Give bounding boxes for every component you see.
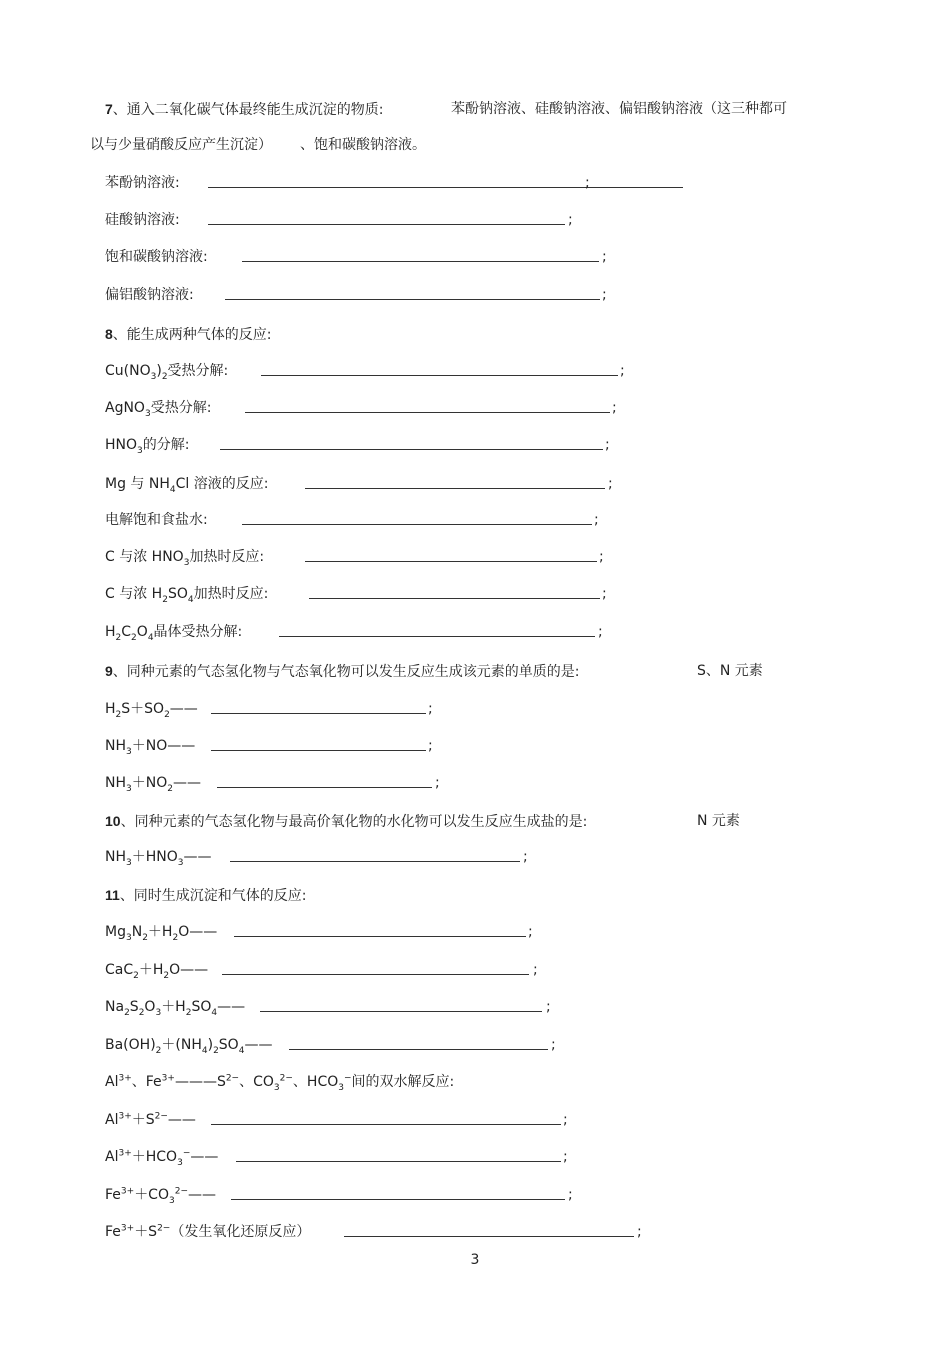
q9-header: 9、同种元素的气态氢化物与气态氧化物可以发生反应生成该元素的单质的是: S、N 元素 <box>105 663 763 680</box>
q11-item: $Al^{3+}+HCO_3^-——$ ; <box>105 1148 568 1168</box>
formula: AgNO$_3$ <box>105 400 151 419</box>
answer-blank[interactable] <box>231 1186 565 1200</box>
q11-item: $Na_2S_2O_3+H_2SO_4——$ ; <box>105 999 551 1018</box>
q7-item: 饱和碳酸钠溶液: ; <box>105 249 607 265</box>
answer-blank[interactable] <box>208 211 565 225</box>
q8-item: AgNO$_3$受热分解: ; <box>105 400 617 419</box>
q11-header: 11、同时生成沉淀和气体的反应: <box>105 887 307 904</box>
formula: $Al^{3+}+S^{2-}——$ <box>105 1111 196 1128</box>
answer-blank[interactable] <box>236 1148 561 1162</box>
formula: $Al^{3+}$、$Fe^{3+}———S^{2-}$、$CO_3^{2-}$、$HCO_3^-$ <box>105 1073 352 1093</box>
q11-double-hydrolysis-label: $Al^{3+}$、$Fe^{3+}———S^{2-}$、$CO_3^{2-}$、$HCO_3^-$间的双水解反应: <box>105 1073 455 1093</box>
formula: Mg 与 $NH_4Cl$ <box>105 476 194 495</box>
q7-header: 7、通入二氧化碳气体最终能生成沉淀的物质: 苯酚钠溶液、硅酸钠溶液、偏铝酸钠溶液（这三种都可 <box>105 101 787 118</box>
q7-item: 苯酚钠溶液: ; <box>105 174 180 192</box>
q8-item: $Cu(NO_3)_2$受热分解: ; <box>105 363 625 382</box>
answer-blank[interactable] <box>305 475 605 489</box>
q8-item: Mg 与 $NH_4Cl$ 溶液的反应: ; <box>105 476 613 495</box>
formula: $Mg_3N_2+H_2O——$ <box>105 924 218 943</box>
formula: $Fe^{3+}+S^{2-}$ <box>105 1223 171 1240</box>
answer-blank[interactable] <box>211 1111 561 1125</box>
answer-blank[interactable] <box>225 286 600 300</box>
answer-blank[interactable] <box>261 362 618 376</box>
formula: $NH_3+NO——$ <box>105 738 196 757</box>
answer-blank[interactable] <box>222 961 529 975</box>
answer-blank[interactable] <box>279 623 595 637</box>
answer-blank[interactable] <box>344 1223 634 1237</box>
q11-item: $Fe^{3+}+CO_3^{2-}——$ ; <box>105 1186 573 1206</box>
answer-blank[interactable] <box>245 399 610 413</box>
q8-item: $HNO_3$的分解: ; <box>105 437 610 456</box>
q8-item: 电解饱和食盐水: ; <box>105 512 599 528</box>
answer-blank[interactable] <box>242 511 592 525</box>
formula: $NH_3+NO_2——$ <box>105 775 201 794</box>
formula: C 与浓 $HNO_3$ <box>105 549 190 568</box>
formula: $H_2C_2O_4$ <box>105 624 154 643</box>
formula: $HNO_3$ <box>105 437 143 456</box>
answer-blank[interactable] <box>289 1036 548 1050</box>
q11-item: $CaC_2+H_2O——$ ; <box>105 962 538 981</box>
q7-item: 硅酸钠溶液: ; <box>105 212 573 228</box>
formula: $Fe^{3+}+CO_3^{2-}——$ <box>105 1186 216 1206</box>
formula: $Na_2S_2O_3+H_2SO_4——$ <box>105 999 246 1018</box>
answer-blank[interactable] <box>230 848 520 862</box>
formula: $H_2S+SO_2——$ <box>105 701 198 720</box>
q11-item: $Mg_3N_2+H_2O——$ ; <box>105 924 533 943</box>
formula: $Al^{3+}+HCO_3^-——$ <box>105 1148 219 1168</box>
answer-blank[interactable] <box>242 248 599 262</box>
q11-item: $Fe^{3+}+S^{2-}$（发生氧化还原反应） ; <box>105 1223 642 1240</box>
q11-item: $Al^{3+}+S^{2-}——$ ; <box>105 1111 568 1128</box>
answer-blank[interactable] <box>208 174 683 188</box>
page-number: 3 <box>470 1252 480 1268</box>
q11-item: $Ba(OH)_2+(NH_4)_2SO_4——$ ; <box>105 1037 556 1056</box>
answer-blank[interactable] <box>217 774 432 788</box>
answer-blank[interactable] <box>234 923 526 937</box>
answer-blank[interactable] <box>309 585 600 599</box>
q10-header: 10、同种元素的气态氢化物与最高价氧化物的水化物可以发生反应生成盐的是: N 元素 <box>105 813 740 830</box>
formula: $CaC_2+H_2O——$ <box>105 962 209 981</box>
formula: $Ba(OH)_2+(NH_4)_2SO_4——$ <box>105 1037 273 1056</box>
q8-item: $H_2C_2O_4$晶体受热分解: ; <box>105 624 603 643</box>
q10-item: $NH_3+HNO_3——$ ; <box>105 849 528 868</box>
q8-item: C 与浓 $H_2SO_4$加热时反应: ; <box>105 586 607 605</box>
formula: C 与浓 $H_2SO_4$ <box>105 586 194 605</box>
answer-blank[interactable] <box>305 548 597 562</box>
answer-blank[interactable] <box>211 737 426 751</box>
answer-blank[interactable] <box>260 998 542 1012</box>
answer-blank[interactable] <box>220 436 603 450</box>
q8-item: C 与浓 $HNO_3$加热时反应: ; <box>105 549 604 568</box>
q8-header: 8、能生成两种气体的反应: <box>105 326 272 343</box>
q9-item: $NH_3+NO_2——$ ; <box>105 775 440 794</box>
q7-header-cont: 以与少量硝酸反应产生沉淀） 、饱和碳酸钠溶液。 <box>90 137 426 153</box>
formula: $NH_3+HNO_3——$ <box>105 849 212 868</box>
formula: $Cu(NO_3)_2$ <box>105 363 168 382</box>
q7-item: 偏铝酸钠溶液: ; <box>105 287 607 303</box>
q9-item: $NH_3+NO——$ ; <box>105 738 433 757</box>
answer-blank[interactable] <box>211 700 426 714</box>
q9-item: $H_2S+SO_2——$ ; <box>105 701 433 720</box>
